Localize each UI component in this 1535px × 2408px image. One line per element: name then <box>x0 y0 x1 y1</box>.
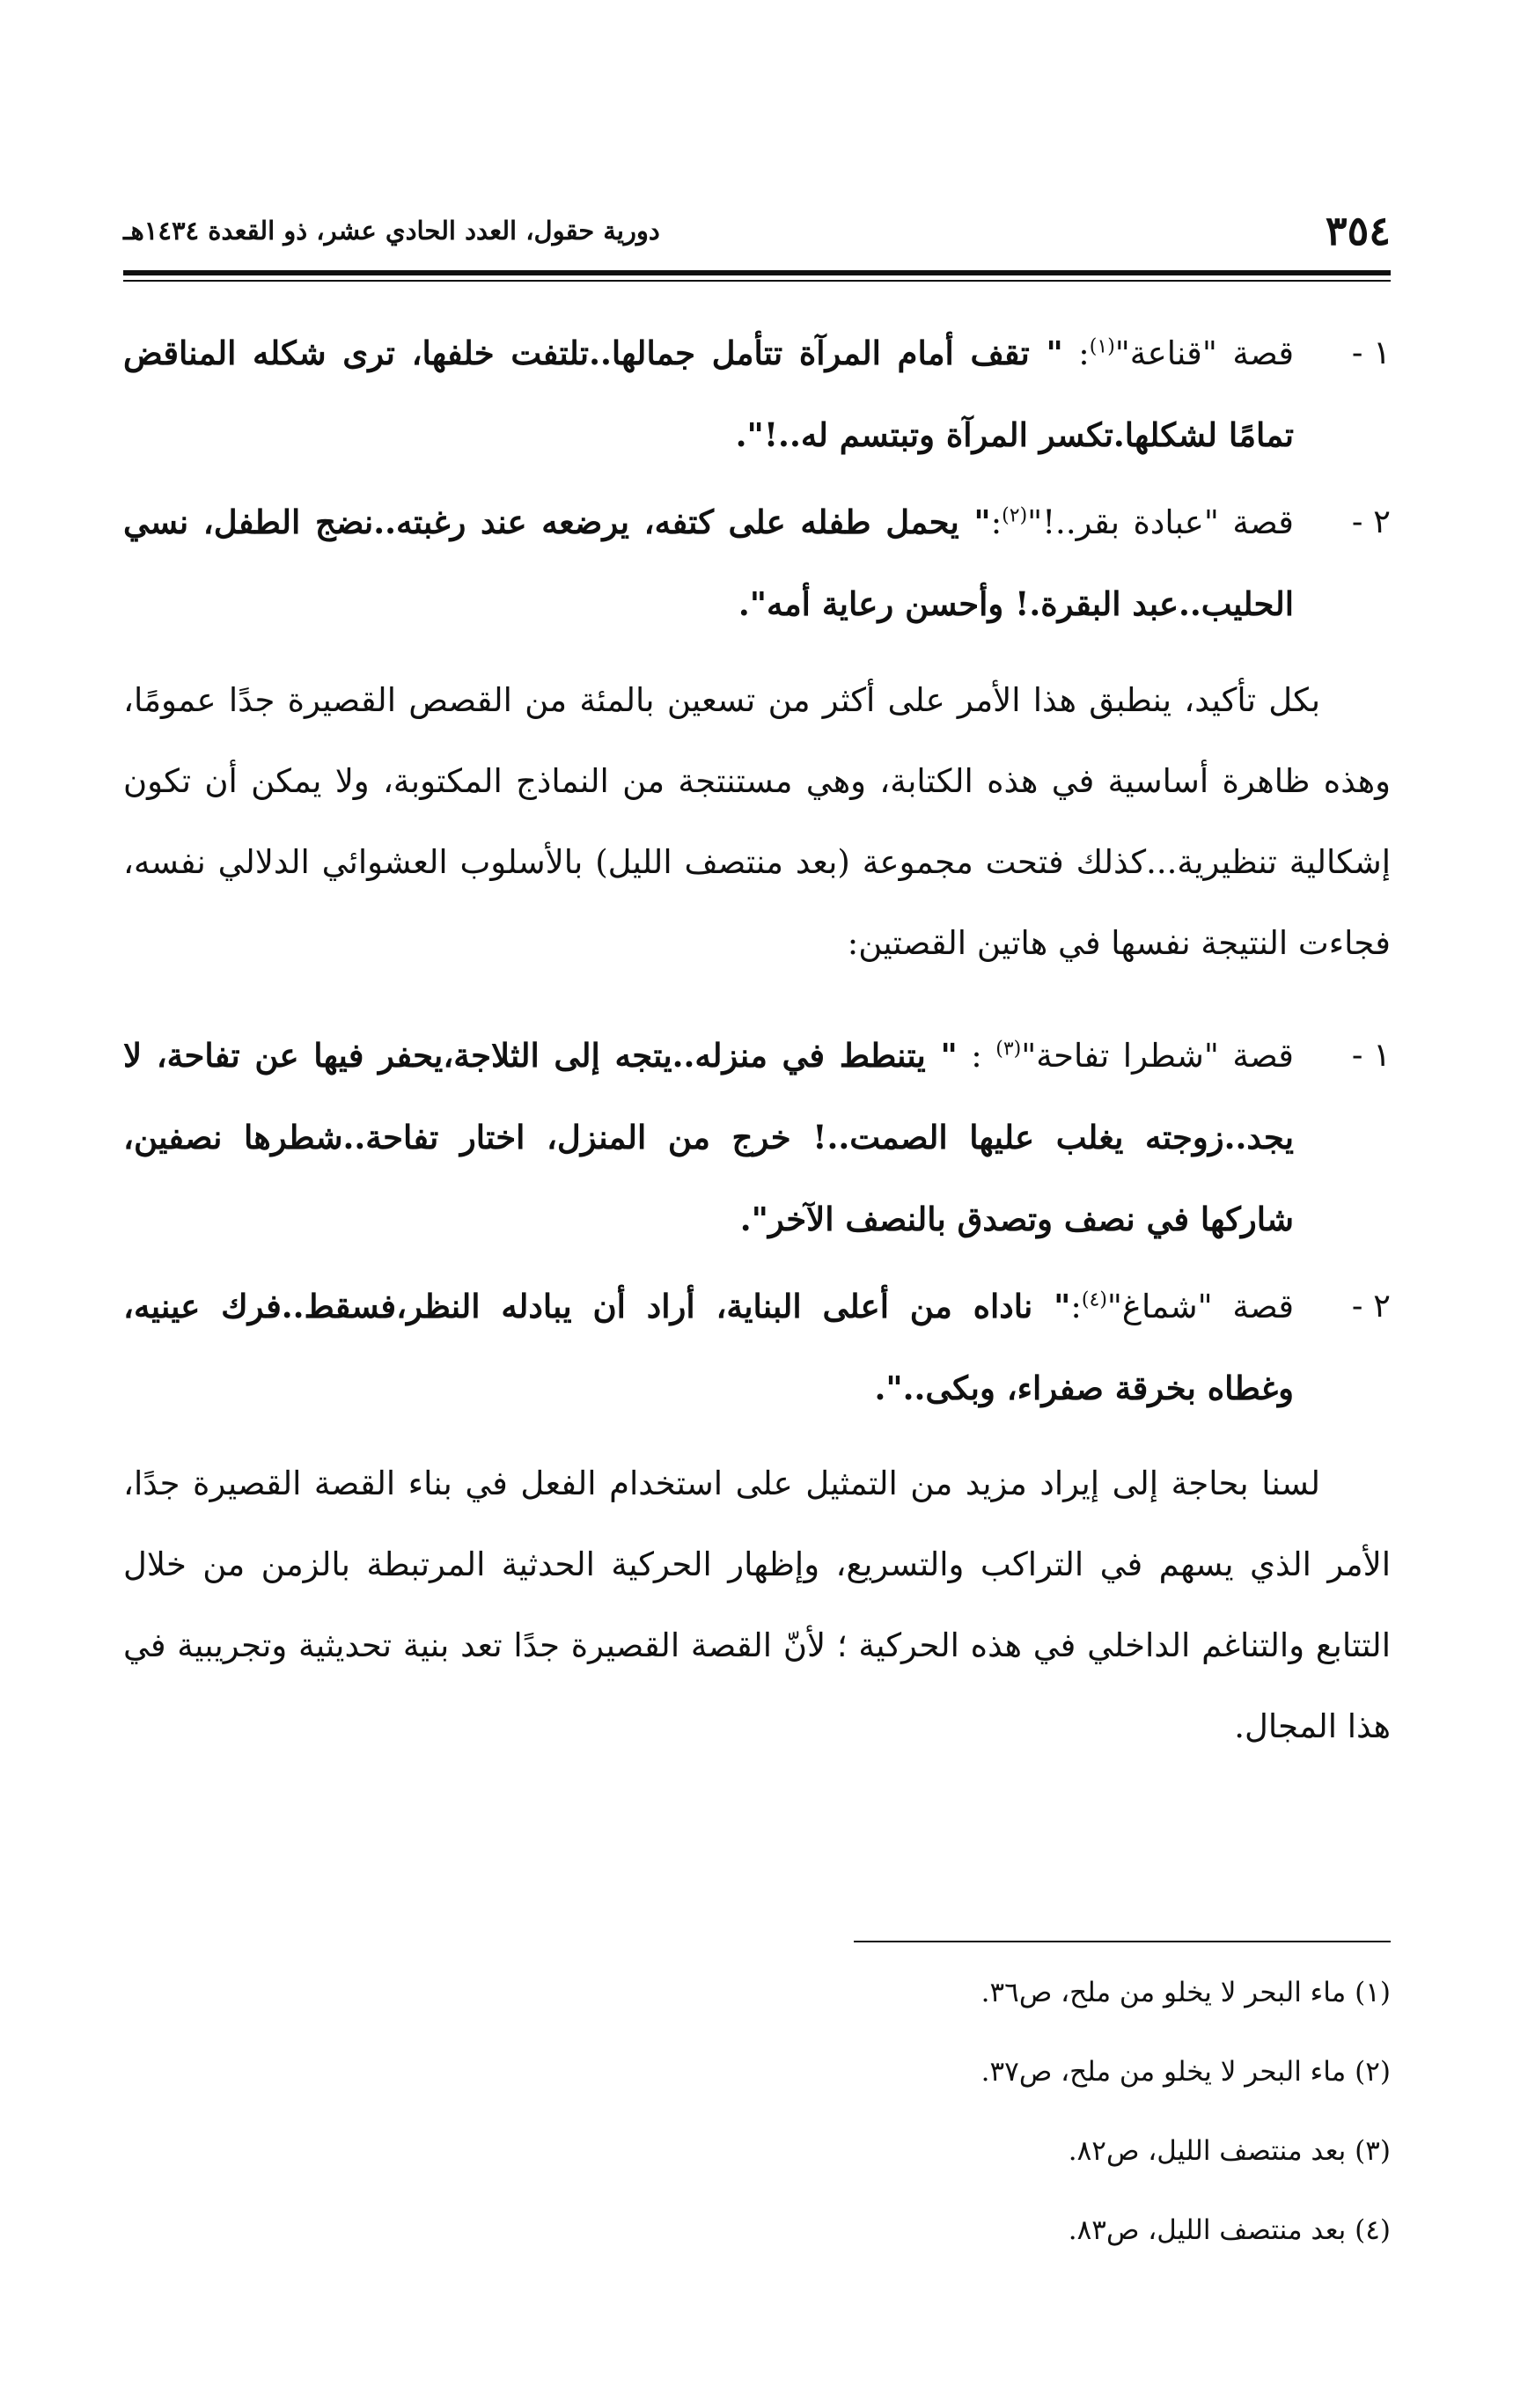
story-quote: " ناداه من أعلى البناية، أراد أن يبادله النظر،فسقط..فرك عينيه، وغطاه بخرقة صفراء، وبكى..". <box>123 1287 1294 1407</box>
story-title: قصة "عبادة بقر..!" <box>1027 503 1294 541</box>
list-item-text <box>123 1266 1294 1429</box>
story-title: قصة "شماغ" <box>1106 1288 1294 1325</box>
footnote-rule <box>854 1941 1391 1942</box>
paragraph-text: لسنا بحاجة إلى إيراد مزيد من التمثيل على استخدام الفعل في بناء القصة القصيرة جدًا، الأمر الذي يسهم في التراكب والتسريع، وإظهار الحركية الحدثية المرتبطة بالزمن من خلال التتابع والتناغم الداخلي في هذه الحركية ؛ لأنّ القصة القصيرة جدًا تعد بنية تحديثية وتجريبية في هذا المجال. <box>123 1465 1391 1745</box>
list-item-text <box>123 481 1294 645</box>
list-item-text <box>123 312 1294 476</box>
list-item-number: ٢ - <box>1351 503 1391 540</box>
separator: : <box>990 503 1003 541</box>
header-rule-thin <box>123 280 1391 282</box>
story-quote: " تقف أمام المرآة تتأمل جمالها..تلتفت خلفها، ترى شكله المناقض تمامًا لشكلها.تكسر المرآة وتبتسم له..!". <box>123 334 1294 454</box>
footnote: (٢) ماء البحر لا يخلو من ملح، ص٣٧. <box>980 2056 1391 2088</box>
footnote: (٤) بعد منتصف الليل، ص٨٣. <box>1068 2214 1391 2246</box>
footnote-ref: (٢) <box>1002 504 1028 527</box>
footnote: (٣) بعد منتصف الليل، ص٨٢. <box>1068 2135 1391 2167</box>
footnote-ref: (٣) <box>995 1038 1022 1061</box>
paragraph-text: بكل تأكيد، ينطبق هذا الأمر على أكثر من تسعين بالمئة من القصص القصيرة جدًا عمومًا، وهذه ظاهرة أساسية في هذه الكتابة، وهي مستنتجة من النماذج المكتوبة، ولا يمكن أن تكون إشكالية تنظيرية...كذلك فتحت مجموعة (بعد منتصف الليل) بالأسلوب العشوائي الدلالي نفسه، فجاءت النتيجة نفسها في هاتين القصتين: <box>123 681 1391 962</box>
page-header <box>123 207 1391 268</box>
footnote-ref: (١) <box>1089 335 1115 358</box>
list-item-text <box>123 1015 1294 1260</box>
story-quote: " يحمل طفله على كتفه، يرضعه عند رغبته..نضج الطفل، نسي الحليب..عبد البقرة.! وأحسن رعاية أمه". <box>123 503 1294 623</box>
story-title: قصة "قناعة" <box>1114 334 1295 372</box>
footnote-ref: (٤) <box>1081 1288 1107 1311</box>
list-item-number: ١ - <box>1351 1036 1391 1074</box>
list-item-number: ٢ - <box>1351 1287 1391 1325</box>
paragraph <box>123 660 1391 984</box>
story-title: قصة "شطرا تفاحة" <box>1021 1037 1294 1075</box>
page-number: ٣٥٤ <box>1325 207 1391 254</box>
list-item-number: ١ - <box>1351 334 1391 371</box>
footnote: (١) ماء البحر لا يخلو من ملح، ص٣٦. <box>980 1977 1391 2008</box>
story-quote: " يتنطط في منزله..يتجه إلى الثلاجة،يحفر فيها عن تفاحة، لا يجد..زوجته يغلب عليها الصمت..! خرج من المنزل، اختار تفاحة..شطرها نصفين، شاركها في نصف وتصدق بالنصف الآخر". <box>123 1036 1295 1238</box>
paragraph <box>123 1443 1391 1767</box>
header-rule-thick <box>123 270 1391 275</box>
separator: : <box>1062 334 1090 372</box>
running-title: دورية حقول، العدد الحادي عشر، ذو القعدة ١٤٣٤هـ <box>123 216 660 246</box>
separator: : <box>957 1037 996 1075</box>
separator: : <box>1070 1288 1082 1325</box>
